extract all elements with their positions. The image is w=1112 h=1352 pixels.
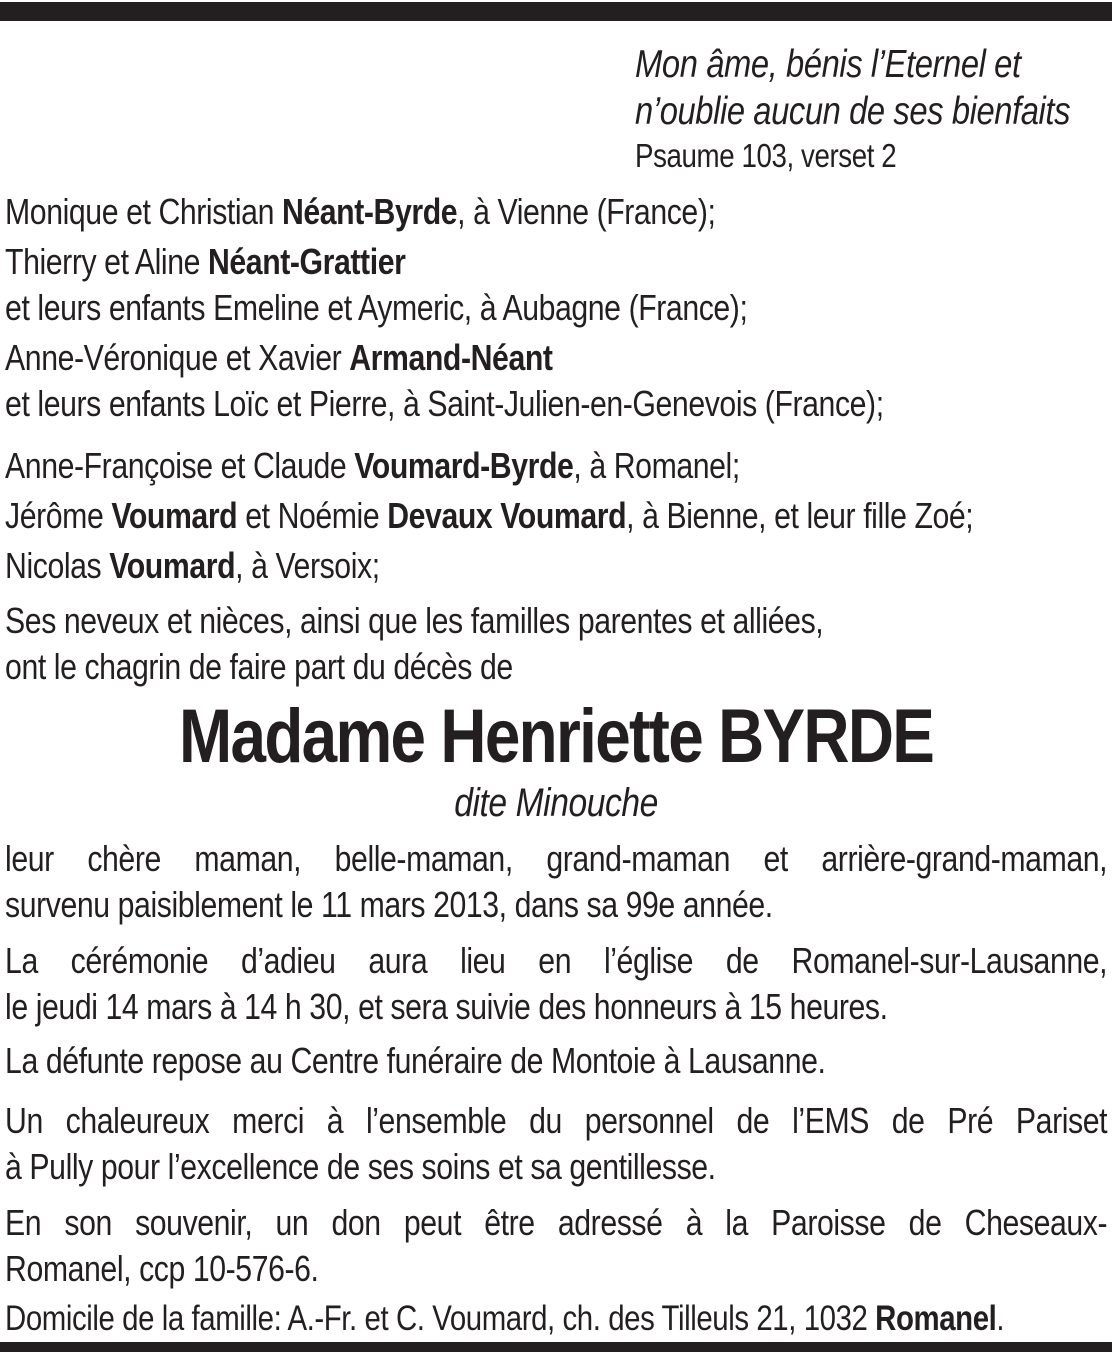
epigraph	[635, 41, 1107, 175]
deceased-nickname: dite Minouche	[454, 781, 658, 825]
family-text: Thierry et Aline	[5, 241, 208, 282]
family-line-monique	[5, 189, 1107, 235]
bottom-rule	[0, 1342, 1112, 1352]
family-line-thierry	[5, 239, 1107, 285]
family-text: , à Versoix;	[235, 545, 380, 586]
family-name-bold: Néant-Grattier	[207, 241, 406, 282]
family-line-anne-francoise	[5, 443, 1107, 489]
family-name-bold: Devaux Voumard	[387, 495, 627, 536]
family-text: Nicolas	[5, 545, 110, 586]
body-line: En son souvenir, un don peut être adressé à la Paroisse de Cheseaux-	[5, 1202, 1108, 1243]
family-text: Monique et Christian	[5, 191, 282, 232]
relatives-line-2: ont le chagrin de faire part du décès de	[5, 646, 513, 687]
family-text: Anne-Françoise et Claude	[5, 445, 355, 486]
family-line-anne-veronique	[5, 335, 1107, 381]
body-line: survenu paisiblement le 11 mars 2013, dans sa 99e année.	[5, 884, 773, 925]
body-line: à Pully pour l’excellence de ses soins et sa gentillesse.	[5, 1146, 716, 1187]
family-name-bold: Voumard	[111, 495, 238, 536]
family-text: , à Vienne (France);	[457, 191, 716, 232]
family-text: Jérôme	[5, 495, 112, 536]
top-rule	[0, 2, 1112, 21]
family-line-anne-veronique-children: et leurs enfants Loïc et Pierre, à Saint-Julien-en-Genevois (France);	[5, 383, 884, 424]
epigraph-line-1: Mon âme, bénis l’Eternel et	[635, 43, 1021, 86]
domicile-text: .	[996, 1299, 1005, 1338]
family-name-bold: Voumard	[109, 545, 236, 586]
domicile-text: Domicile de la famille: A.-Fr. et C. Voumard, ch. des Tilleuls 21, 1032	[5, 1299, 876, 1338]
family-line-thierry-children: et leurs enfants Emeline et Aymeric, à Aubagne (France);	[5, 287, 748, 328]
psalm-reference: Psaume 103, verset 2	[635, 137, 897, 174]
deceased-name: Madame Henriette BYRDE	[178, 694, 934, 779]
body-line: La cérémonie d’adieu aura lieu en l’église de Romanel-sur-Lausanne,	[5, 940, 1108, 981]
body-line: Romanel, ccp 10-576-6.	[5, 1248, 319, 1289]
domicile-town-bold: Romanel	[875, 1299, 997, 1338]
epigraph-line-2: n’oublie aucun de ses bienfaits	[635, 90, 1071, 133]
family-name-bold: Voumard-Byrde	[354, 445, 574, 486]
body-line: La défunte repose au Centre funéraire de Montoie à Lausanne.	[5, 1040, 826, 1081]
family-text: et Noémie	[237, 495, 388, 536]
obituary-column	[0, 21, 1112, 1342]
family-name-bold: Néant-Byrde	[281, 191, 458, 232]
family-text: , à Bienne, et leur fille Zoé;	[626, 495, 974, 536]
family-line-nicolas	[5, 543, 1107, 589]
family-line-jerome	[5, 493, 1107, 539]
body-line: Un chaleureux merci à l’ensemble du personnel de l’EMS de Pré Pariset	[5, 1100, 1108, 1141]
body-line: le jeudi 14 mars à 14 h 30, et sera suivie des honneurs à 15 heures.	[5, 986, 888, 1027]
family-text: Anne-Véronique et Xavier	[5, 337, 350, 378]
domicile-line	[5, 1296, 1107, 1342]
family-name-bold: Armand-Néant	[349, 337, 553, 378]
relatives-line-1: Ses neveux et nièces, ainsi que les familles parentes et alliées,	[5, 600, 824, 641]
family-text: , à Romanel;	[573, 445, 740, 486]
body-line: leur chère maman, belle-maman, grand-maman et arrière-grand-maman,	[5, 838, 1108, 879]
